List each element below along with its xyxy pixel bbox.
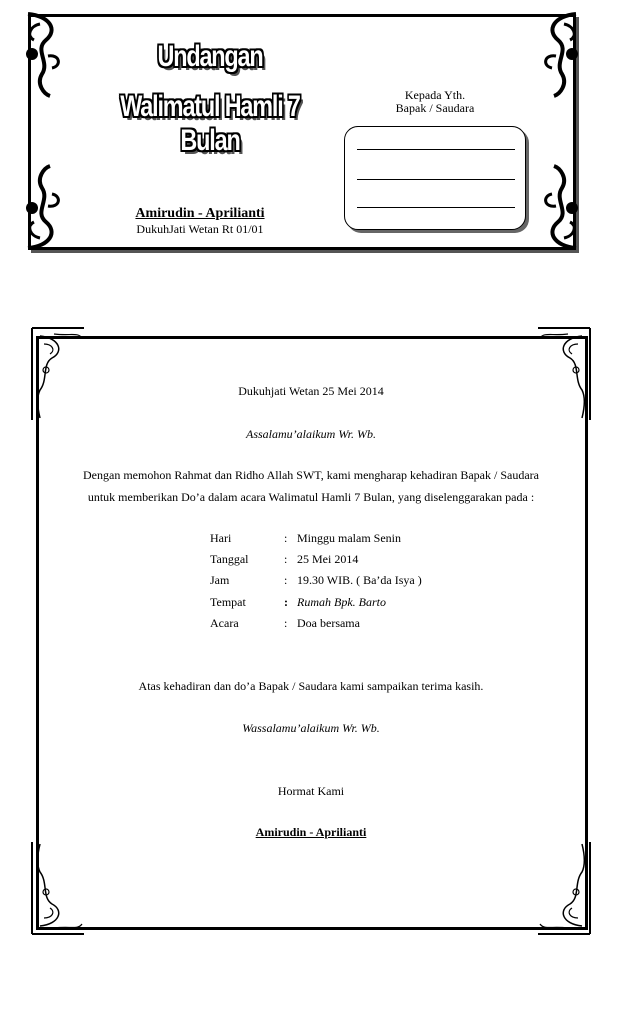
floral-ornament-icon [540, 10, 584, 98]
envelope-title-line1: Undangan [157, 40, 263, 73]
detail-value: Doa bersama [297, 616, 360, 630]
opening-greeting: Assalamu’alaikum Wr. Wb. [246, 427, 376, 441]
envelope-card [0, 0, 622, 262]
address-line-2 [357, 179, 515, 180]
recipient-title: Bapak / Saudara [395, 101, 475, 115]
floral-ornament-icon [540, 164, 584, 252]
detail-value: Rumah Bpk. Barto [297, 595, 386, 609]
detail-label: Jam [210, 573, 230, 587]
address-box [344, 126, 526, 230]
detail-value: 19.30 WIB. ( Ba’da Isya ) [297, 573, 422, 587]
intro-line-2: untuk memberikan Do’a dalam acara Walimatul Hamli 7 Bulan, yang diselenggarakan pada : [87, 490, 535, 504]
signature-name: Amirudin - Aprilianti [255, 825, 367, 839]
address-line-1 [357, 149, 515, 150]
corner-ornament-icon [30, 326, 86, 422]
detail-colon: : [284, 552, 288, 566]
detail-value: Minggu malam Senin [297, 531, 401, 545]
closing-text: Atas kehadiran dan do’a Bapak / Saudara kami sampaikan terima kasih. [138, 679, 484, 693]
sender-address: DukuhJati Wetan Rt 01/01 [136, 222, 264, 236]
letter-border [36, 336, 588, 930]
place-date: Dukuhjati Wetan 25 Mei 2014 [238, 384, 384, 398]
detail-colon: : [284, 573, 288, 587]
address-line-3 [357, 207, 515, 208]
invitation-letter [0, 320, 622, 940]
detail-colon: : [284, 595, 288, 609]
floral-ornament-icon [20, 10, 64, 98]
regards: Hormat Kami [277, 784, 345, 798]
detail-colon: : [284, 616, 288, 630]
detail-value: 25 Mei 2014 [297, 552, 359, 566]
detail-label: Acara [210, 616, 239, 630]
envelope-title-line2: Walimatul Hamli 7 Bulan [120, 90, 300, 157]
detail-label: Tempat [210, 595, 246, 609]
sender-name: Amirudin - Aprilianti [135, 206, 265, 221]
recipient-greeting: Kepada Yth. [404, 88, 466, 102]
detail-label: Tanggal [210, 552, 249, 566]
corner-ornament-icon [536, 326, 592, 422]
farewell-greeting: Wassalamu’alaikum Wr. Wb. [242, 721, 380, 735]
floral-ornament-icon [20, 164, 64, 252]
corner-ornament-icon [30, 840, 86, 936]
corner-ornament-icon [536, 840, 592, 936]
detail-colon: : [284, 531, 288, 545]
intro-line-1: Dengan memohon Rahmat dan Ridho Allah SWT, kami mengharap kehadiran Bapak / Saudara [83, 468, 539, 482]
detail-label: Hari [210, 531, 232, 545]
